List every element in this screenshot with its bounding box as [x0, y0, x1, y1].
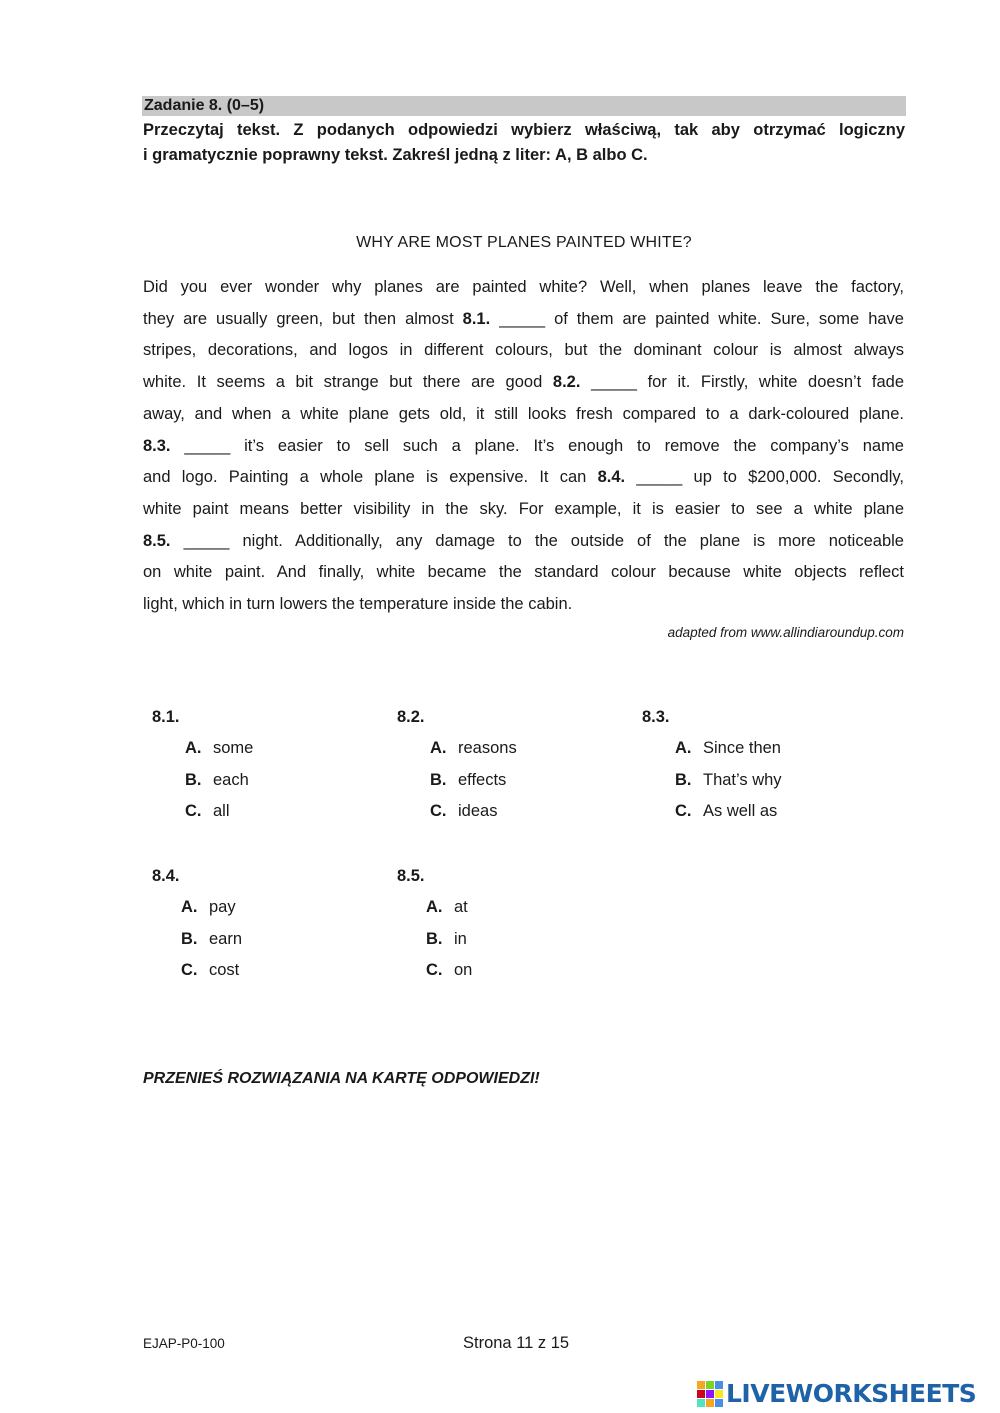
answer-option[interactable]: B. in — [426, 929, 467, 948]
answer-option[interactable]: C. As well as — [675, 802, 778, 821]
gap-number: 8.5. — [143, 531, 171, 550]
answer-option[interactable]: A. pay — [181, 898, 236, 916]
question-8-3 — [642, 706, 782, 828]
answer-option[interactable]: C. on — [426, 961, 473, 980]
answer-option[interactable]: B. effects — [430, 770, 507, 789]
answer-option[interactable]: B. each — [185, 770, 249, 789]
gap-number: 8.2. — [552, 373, 581, 392]
question-number: 8.5. — [397, 867, 425, 885]
gap-blank: _____ — [183, 531, 230, 550]
gap-blank: _____ — [591, 373, 637, 392]
answer-option[interactable]: A. at — [426, 898, 468, 916]
passage-line: away, and when a white plane gets old, it still looks fresh compared to a dark-coloured plane. — [143, 404, 904, 423]
passage-line: and logo. Painting a whole plane is expensive. It can 8.4. _____ up to $200,000. Secondly, — [143, 468, 904, 487]
passage-line: 8.5. _____ night. Additionally, any damage to the outside of the plane is more noticeable — [143, 531, 904, 550]
passage-line: stripes, decorations, and logos in different colours, but the dominant colour is almost always — [143, 341, 904, 360]
liveworksheets-logo-icon — [696, 1380, 724, 1408]
question-number: 8.1. — [152, 708, 180, 726]
instruction-line: i gramatycznie poprawny tekst. Zakreśl jedną z liter: A, B albo C. — [143, 146, 648, 164]
question-number: 8.2. — [397, 708, 425, 726]
gap-blank: _____ — [184, 436, 231, 455]
gap-number: 8.1. — [462, 309, 491, 328]
passage-line: light, which in turn lowers the temperature inside the cabin. — [143, 595, 573, 614]
reading-passage — [143, 272, 904, 621]
transfer-answers-note: PRZENIEŚ ROZWIĄZANIA NA KARTĘ ODPOWIEDZI! — [143, 1070, 540, 1087]
passage-line: white paint means better visibility in the sky. For example, it is easier to see a white plane — [143, 499, 904, 518]
text-title: WHY ARE MOST PLANES PAINTED WHITE? — [356, 234, 692, 251]
passage-line: Did you ever wonder why planes are painted white? Well, when planes leave the factory, — [143, 278, 904, 296]
passage-line: on white paint. And finally, white became the standard colour because white objects reflect — [143, 563, 904, 582]
page-number: Strona 11 z 15 — [463, 1334, 570, 1352]
answer-option[interactable]: C. ideas — [430, 802, 498, 821]
answer-option[interactable]: A. reasons — [430, 739, 517, 757]
answer-option[interactable]: B. That’s why — [675, 770, 782, 789]
passage-line: white. It seems a bit strange but there are good 8.2. _____ for it. Firstly, white doesn’t fade — [143, 373, 905, 392]
source-credit: adapted from www.allindiaroundup.com — [667, 625, 904, 640]
gap-number: 8.3. — [143, 436, 171, 455]
gap-blank: _____ — [499, 309, 546, 328]
task-header: Zadanie 8. (0–5) — [142, 96, 906, 116]
answer-option[interactable]: C. cost — [181, 961, 240, 980]
gap-blank: _____ — [636, 468, 683, 487]
answer-option[interactable]: C. all — [185, 802, 230, 821]
task-instructions — [143, 118, 905, 168]
answer-option[interactable]: A. some — [185, 739, 254, 757]
gap-number: 8.4. — [597, 468, 626, 487]
question-8-2 — [397, 706, 517, 828]
passage-line: they are usually green, but then almost 8.1. _____ of them are painted white. Sure, some have — [143, 309, 904, 328]
answer-option[interactable]: A. Since then — [675, 739, 781, 757]
question-number: 8.3. — [642, 708, 670, 726]
question-number: 8.4. — [152, 867, 180, 885]
brand-name: LIVEWORKSHEETS — [726, 1379, 977, 1408]
exam-code: EJAP-P0-100 — [143, 1336, 225, 1351]
instruction-line: Przeczytaj tekst. Z podanych odpowiedzi wybierz właściwą, tak aby otrzymać logiczny — [143, 121, 905, 139]
passage-line: 8.3. _____ it’s easier to sell such a plane. It’s enough to remove the company’s name — [143, 436, 904, 455]
answer-option[interactable]: B. earn — [181, 929, 243, 948]
question-8-1 — [152, 706, 253, 828]
liveworksheets-brand[interactable] — [696, 1378, 976, 1410]
question-8-4 — [152, 865, 242, 987]
question-8-5 — [397, 865, 472, 987]
